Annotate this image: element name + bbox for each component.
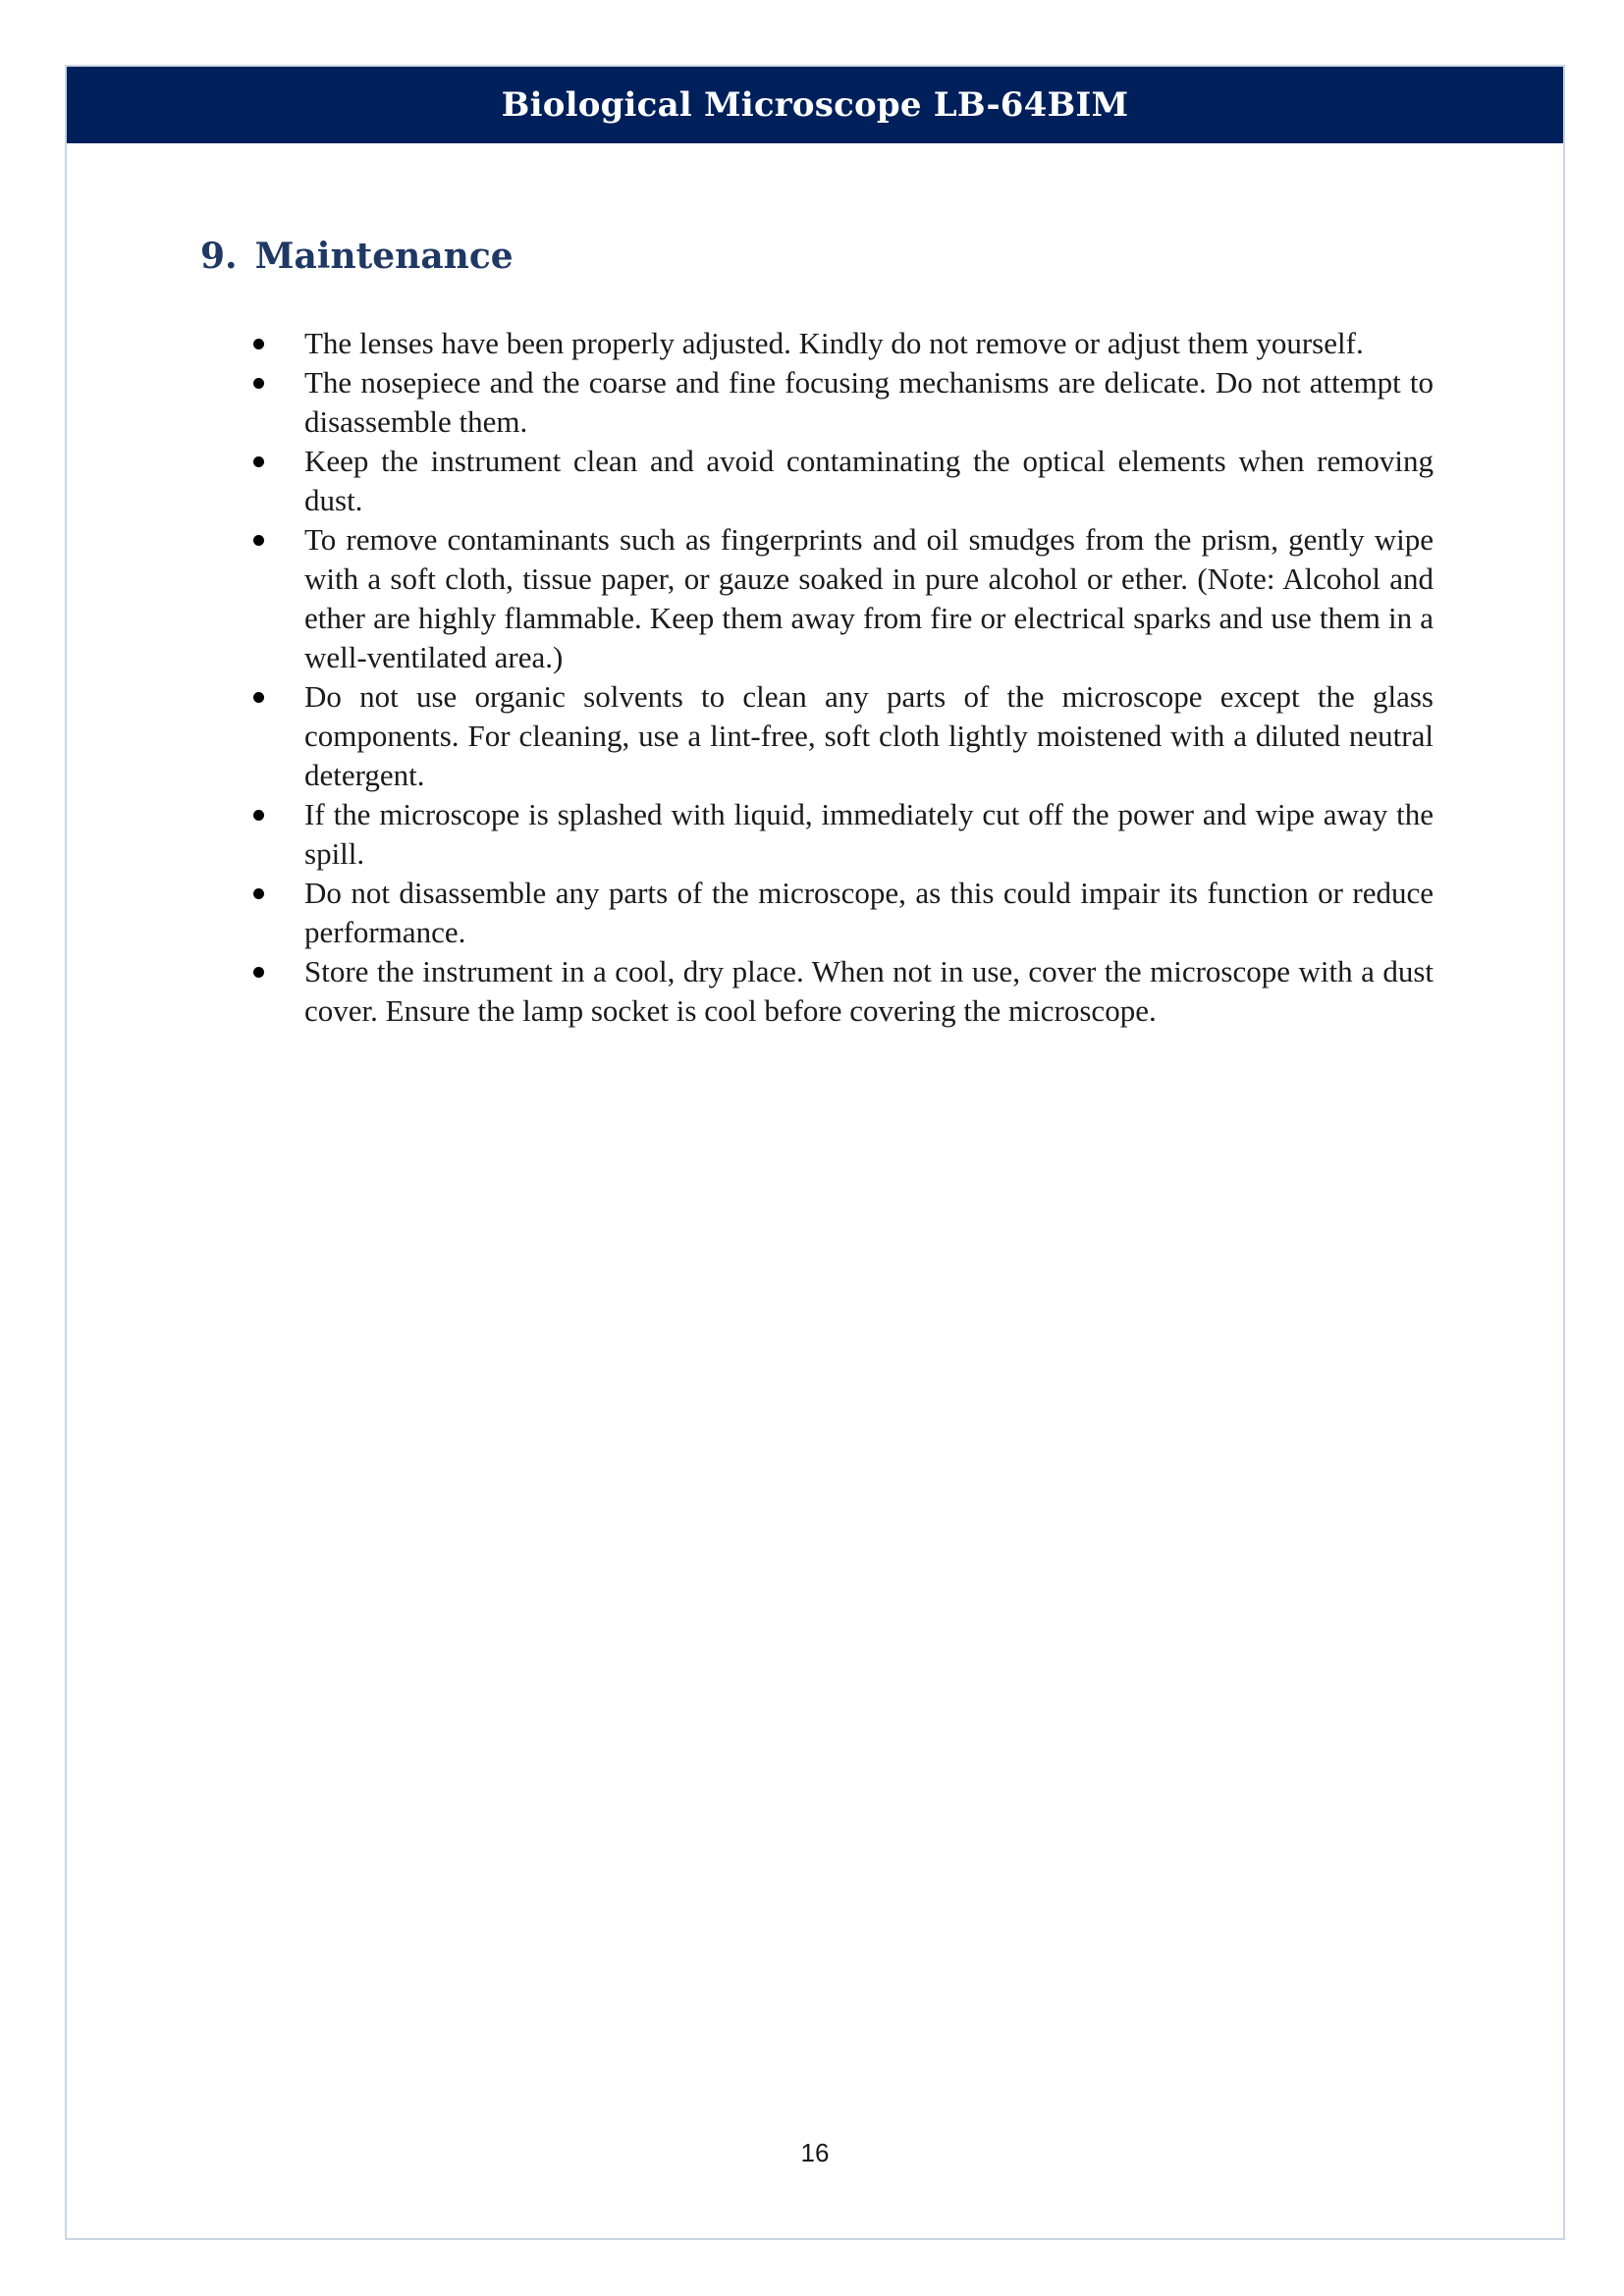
- list-item: [253, 677, 1434, 795]
- section-number: 9.: [200, 236, 238, 277]
- header-title: Biological Microscope LB-64BIM: [501, 85, 1129, 125]
- list-item: [253, 795, 1434, 874]
- bullet-icon: [253, 692, 264, 703]
- list-item: [253, 952, 1434, 1031]
- list-item-text: Do not disassemble any parts of the microscope, as this could impair its function or reduce performance.: [304, 876, 1434, 949]
- list-item: [253, 874, 1434, 952]
- list-item-text: Keep the instrument clean and avoid contaminating the optical elements when removing dust.: [304, 444, 1434, 517]
- list-item: [253, 324, 1434, 363]
- bullet-icon: [253, 456, 264, 467]
- list-item: [253, 363, 1434, 442]
- list-item: [253, 442, 1434, 520]
- list-item-text: The nosepiece and the coarse and fine focusing mechanisms are delicate. Do not attempt to disassemble them.: [304, 365, 1434, 439]
- list-item-text: Do not use organic solvents to clean any parts of the microscope except the glass components. For cleaning, use a lint-free, soft cloth lightly moistened with a diluted neutral detergent.: [304, 679, 1434, 792]
- section-title: Maintenance: [254, 236, 514, 277]
- bullet-icon: [253, 535, 264, 546]
- header-bar: [67, 67, 1563, 143]
- bullet-icon: [253, 378, 264, 389]
- list-item-text: Store the instrument in a cool, dry place. When not in use, cover the microscope with a dust cover. Ensure the lamp socket is cool before covering the microscope.: [304, 954, 1434, 1028]
- list-item-text: If the microscope is splashed with liquid, immediately cut off the power and wipe away the spill.: [304, 797, 1434, 871]
- bullet-icon: [253, 888, 264, 899]
- page-number: 16: [800, 2138, 830, 2167]
- bullet-icon: [253, 339, 264, 349]
- maintenance-list: [253, 324, 1434, 1031]
- list-item-text: To remove contaminants such as fingerprints and oil smudges from the prism, gently wipe with a soft cloth, tissue paper, or gauze soaked in pure alcohol or ether. (Note: Alcohol and ether are highly flammable. Keep them away from fire or electrical sparks and use them in a well-ventilated area.): [304, 522, 1434, 674]
- bullet-icon: [253, 810, 264, 821]
- section-heading: [200, 236, 514, 277]
- bullet-icon: [253, 967, 264, 978]
- list-item-text: The lenses have been properly adjusted. Kindly do not remove or adjust them yourself.: [304, 326, 1364, 360]
- page-frame: [65, 65, 1565, 2240]
- list-item: [253, 520, 1434, 677]
